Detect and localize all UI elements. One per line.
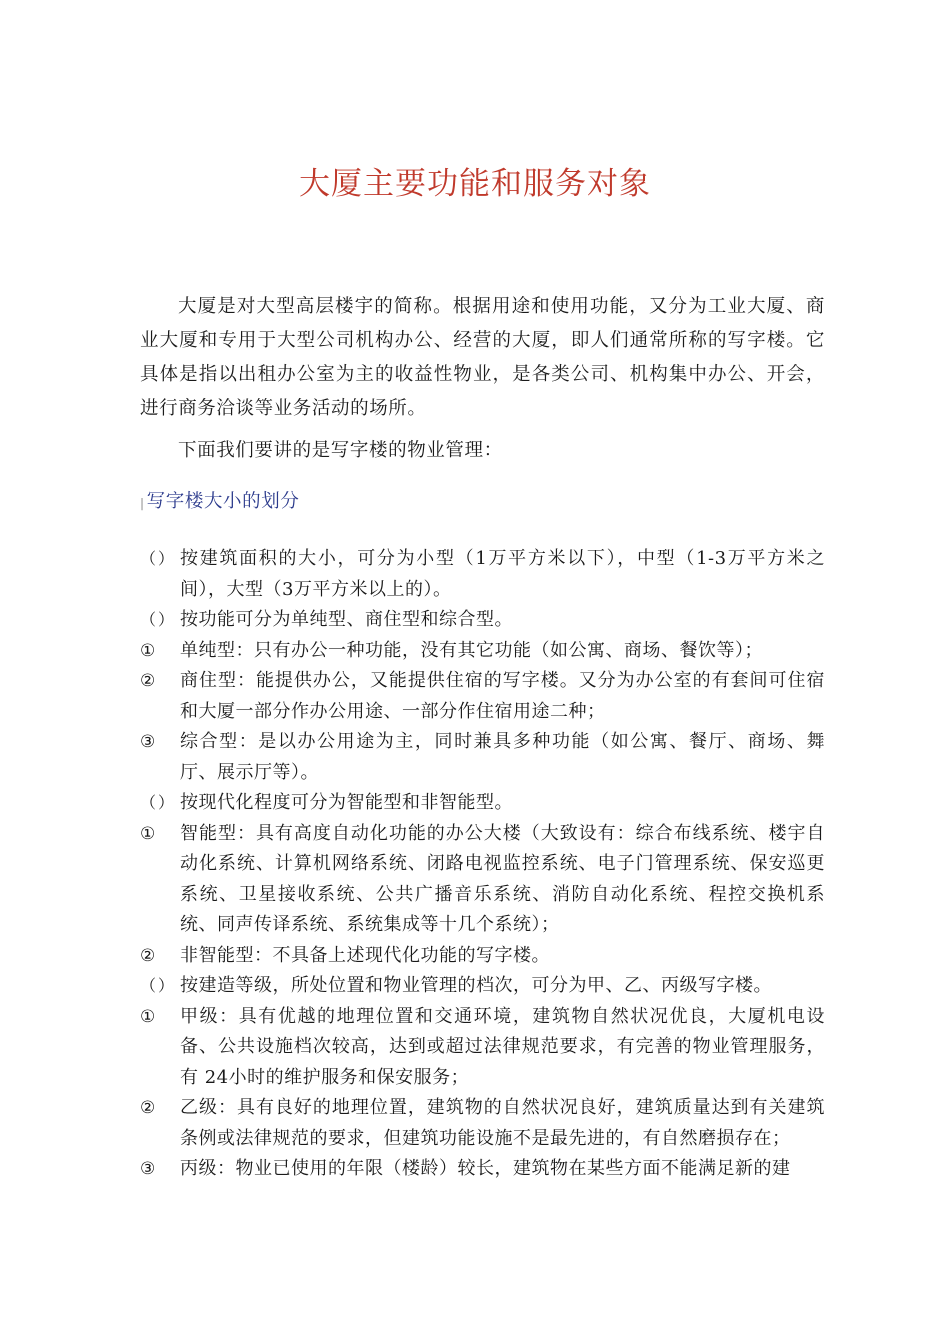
document-title: 大厦主要功能和服务对象 [299,166,651,202]
list-item [140,971,825,1002]
list-item-text: 按建造等级，所处位置和物业管理的档次，可分为甲、乙、丙级写字楼。 [180,975,772,996]
list-item-text: 非智能型：不具备上述现代化功能的写字楼。 [180,944,550,966]
list-item-text: 智能型：具有高度自动化功能的办公大楼（大致设有：综合布线系统、楼宇自动化系统、计算机网络系统、闭路电视监控系统、电子门管理系统、保安巡更系统、卫星接收系统、公共广播音乐系统、消防自动化系统、程控交换机系统、同声传译系统、系统集成等十几个系统）； [180,822,825,935]
list-marker: （） [140,610,177,629]
list-marker: ③ [140,1159,156,1179]
section-heading [140,487,299,513]
list-item [140,1002,825,1094]
list-item [140,544,825,605]
list-marker: ① [140,823,156,844]
list-marker: ① [140,640,156,661]
list-item-text: 按建筑面积的大小，可分为小型（1万平方米以下），中型（1-3万平方米之间），大型（3万平方米以上的）。 [180,548,825,600]
list-marker: ② [140,1098,156,1118]
list-marker: （） [140,793,177,812]
list-marker: ① [140,1006,156,1027]
list-item [140,819,825,941]
list-item [140,1154,825,1185]
intro-paragraph: 大厦是对大型高层楼宇的简称。根据用途和使用功能，又分为工业大厦、商业大厦和专用于大型公司机构办公、经营的大厦，即人们通常所称的写字楼。它具体是指以出租办公室为主的收益性物业，是各类公司、机构集中办公、开会， 进行商务洽谈等业务活动的场所。 [140,296,825,419]
list-marker: ② [140,945,156,966]
list-item-text: 丙级：物业已使用的年限（楼龄）较长，建筑物在某些方面不能满足新的建 [180,1158,791,1179]
list-item [140,666,825,727]
list-item-text: 乙级：具有良好的地理位置，建筑物的自然状况良好，建筑质量达到有关建筑条例或法律规范的要求，但建筑功能设施不是最先进的，有自然磨损存在； [180,1097,825,1149]
list-item [140,636,825,667]
section-mark: | [140,496,145,510]
list-item [140,727,825,788]
list-item-text: 按现代化程度可分为智能型和非智能型。 [180,792,513,813]
list-item [140,605,825,636]
list-marker: （） [140,976,177,995]
list-item-text: 按功能可分为单纯型、商住型和综合型。 [180,609,513,630]
list-item [140,941,825,972]
list-item [140,788,825,819]
section-heading-text: 写字楼大小的划分 [146,491,300,512]
list-marker: ② [140,671,156,691]
list-item [140,1093,825,1154]
list-item-text: 商住型：能提供办公，又能提供住宿的写字楼。又分为办公室的有套间可住宿和大厦一部分作办公用途、一部分作住宿用途二种； [180,670,825,722]
list-marker: （） [140,549,177,568]
classification-list [140,544,825,1185]
list-marker: ③ [140,732,156,752]
list-item-text: 甲级：具有优越的地理位置和交通环境，建筑物自然状况优良，大厦机电设备、公共设施档次较高，达到或超过法律规范要求，有完善的物业管理服务，有 24小时的维护服务和保安服务； [180,1005,825,1088]
lead-in-paragraph: 下面我们要讲的是写字楼的物业管理： [178,440,503,461]
list-item-text: 综合型：是以办公用途为主，同时兼具多种功能（如公寓、餐厅、商场、舞厅、展示厅等）。 [180,731,825,783]
list-item-text: 单纯型：只有办公一种功能，没有其它功能（如公寓、商场、餐饮等）； [180,639,763,661]
